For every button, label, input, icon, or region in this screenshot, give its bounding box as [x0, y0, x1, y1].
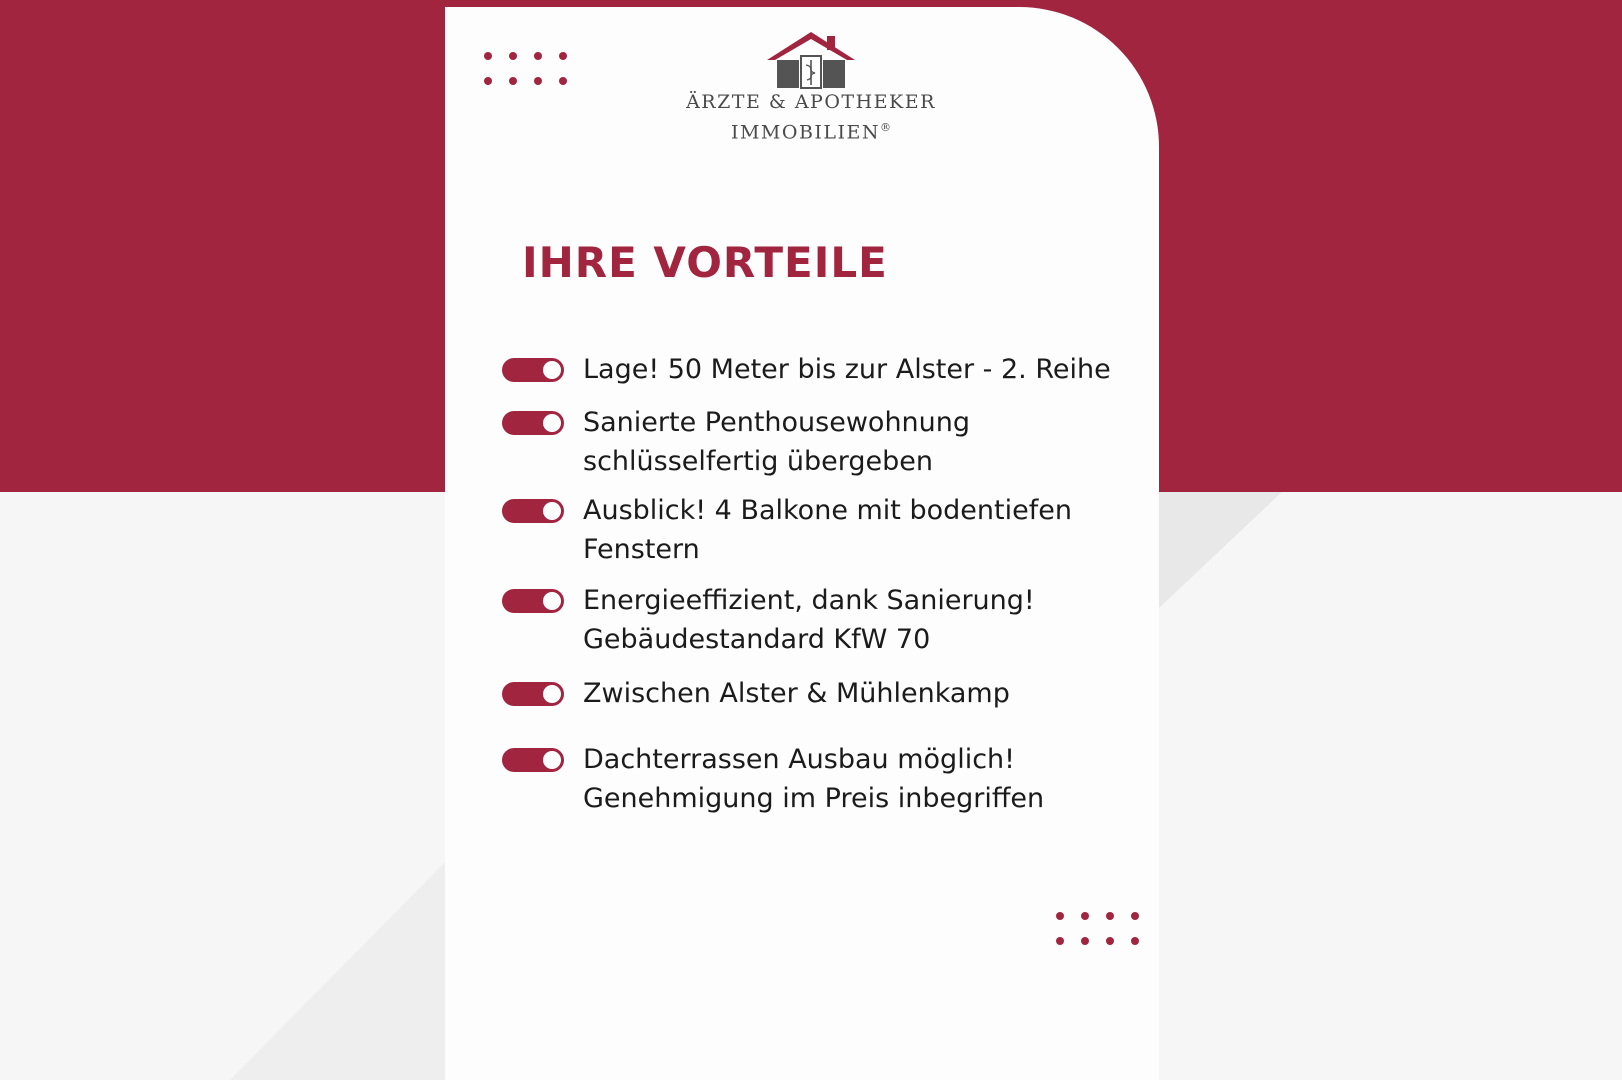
benefit-line: Ausblick! 4 Balkone mit bodentiefen	[583, 495, 1072, 526]
toggle-on-icon	[502, 499, 564, 523]
benefit-text	[583, 403, 1123, 481]
benefit-line: Genehmigung im Preis inbegriffen	[583, 783, 1045, 814]
brand-logo	[680, 30, 942, 145]
toggle-on-icon	[502, 358, 564, 382]
dot	[1106, 937, 1114, 945]
house-wall-right	[823, 60, 845, 88]
toggle-on-icon	[502, 682, 564, 706]
house-chimney	[827, 36, 835, 50]
benefit-text	[583, 674, 1123, 713]
benefit-text	[583, 740, 1123, 818]
toggle-knob	[543, 502, 561, 520]
benefit-line: Zwischen Alster & Mühlenkamp	[583, 678, 1010, 709]
dot	[1056, 937, 1064, 945]
logo-text-line1: ÄRZTE & APOTHEKER	[686, 91, 936, 113]
dot	[1131, 937, 1139, 945]
dot	[484, 77, 492, 85]
toggle-on-icon	[502, 589, 564, 613]
benefit-line: Energieeffizient, dank Sanierung!	[583, 585, 1035, 616]
benefit-line: Dachterrassen Ausbau möglich!	[583, 744, 1015, 775]
benefit-line: schlüsselfertig übergeben	[583, 446, 934, 477]
dot	[484, 52, 492, 60]
registered-mark: ®	[880, 121, 892, 134]
dot	[1081, 937, 1089, 945]
benefit-text	[583, 491, 1123, 569]
benefit-text	[583, 350, 1123, 389]
toggle-knob	[543, 592, 561, 610]
house-wall-left	[777, 60, 799, 88]
decorative-dots-top	[484, 52, 568, 85]
dot	[559, 52, 567, 60]
section-heading: IHRE VORTEILE	[522, 238, 888, 287]
dot	[509, 77, 517, 85]
toggle-on-icon	[502, 411, 564, 435]
watermark-arrow-lower	[230, 855, 452, 1080]
house-caduceus-icon	[765, 30, 857, 90]
dot	[559, 77, 567, 85]
dot	[1081, 912, 1089, 920]
toggle-knob	[543, 751, 561, 769]
benefit-line: Fenstern	[583, 534, 700, 565]
toggle-knob	[543, 414, 561, 432]
benefit-line: Lage! 50 Meter bis zur Alster - 2. Reihe	[583, 354, 1111, 385]
logo-text-line2	[680, 115, 942, 145]
benefit-text	[583, 581, 1123, 659]
dot	[1056, 912, 1064, 920]
decorative-dots-bottom	[1056, 912, 1140, 945]
dot	[534, 77, 542, 85]
toggle-knob	[543, 685, 561, 703]
benefit-line: Sanierte Penthousewohnung	[583, 407, 971, 438]
benefit-line: Gebäudestandard KfW 70	[583, 624, 931, 655]
dot	[534, 52, 542, 60]
dot	[1106, 912, 1114, 920]
toggle-on-icon	[502, 748, 564, 772]
watermark-arrow-upper	[1159, 492, 1282, 608]
dot	[1131, 912, 1139, 920]
toggle-knob	[543, 361, 561, 379]
dot	[509, 52, 517, 60]
logo-text-immobilien: IMMOBILIEN	[730, 121, 881, 144]
